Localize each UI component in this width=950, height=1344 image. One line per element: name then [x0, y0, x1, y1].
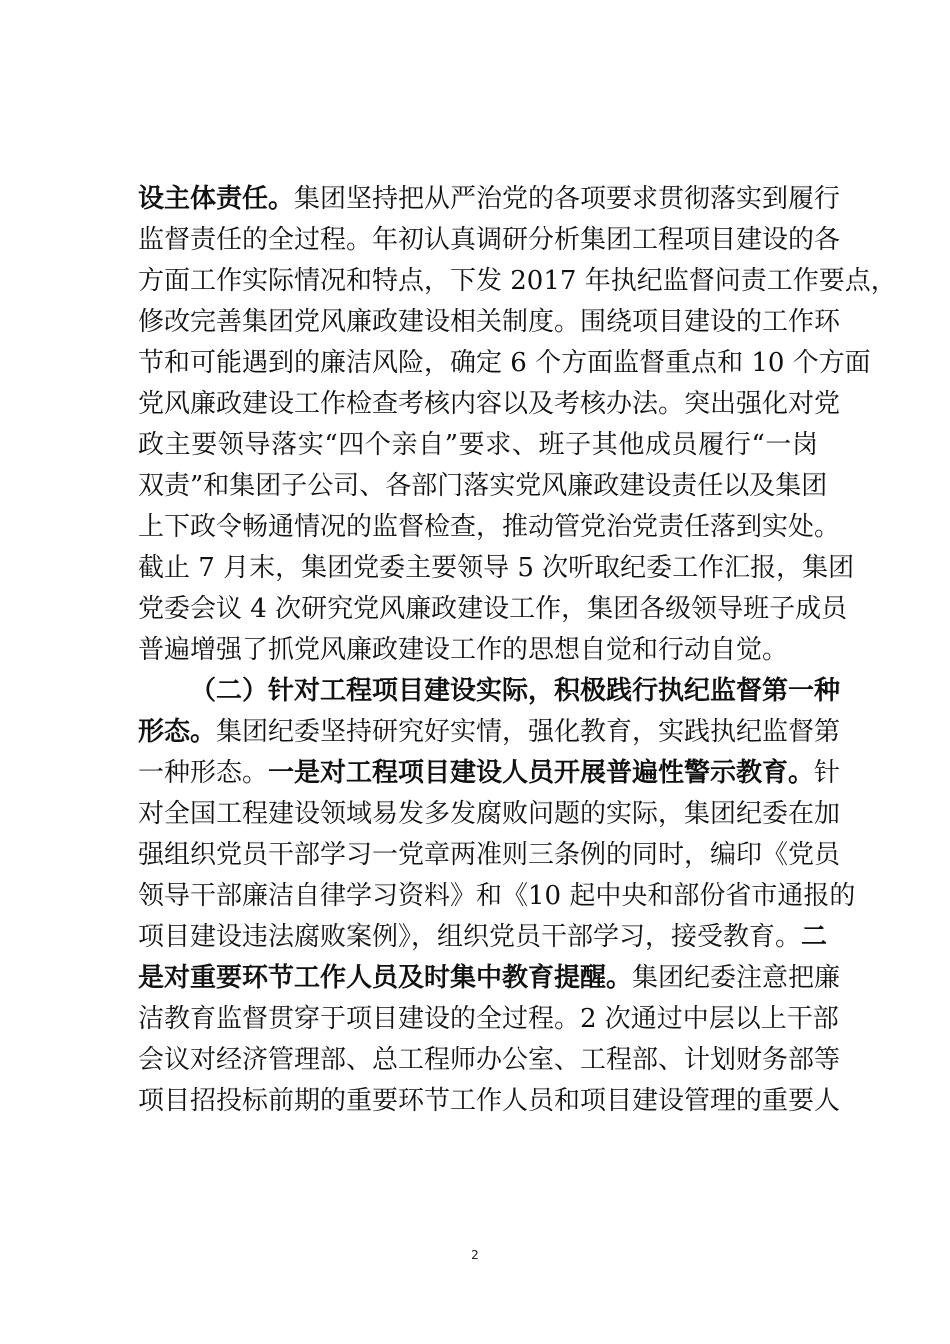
text-segment: 一种形态。	[138, 758, 269, 788]
text-segment: 政主要领导落实“四个亲自”要求、班子其他成员履行“一岗	[138, 430, 818, 460]
text-line	[138, 1081, 841, 1122]
text-line	[138, 876, 856, 917]
text-segment: 项目建设违法腐败案例》，组织党员干部学习，接受教育。	[138, 922, 802, 952]
text-line	[138, 630, 818, 671]
bold-text-segment: 是对重要环节工作人员及时集中教育提醒。	[138, 963, 633, 993]
text-line	[138, 835, 841, 876]
text-segment: 上下政令畅通情况的监督检查，推动管党治党责任落到实处。	[138, 512, 841, 542]
text-segment: 对全国工程建设领域易发多发腐败问题的实际，集团纪委在加	[138, 799, 841, 829]
text-line	[138, 302, 841, 343]
text-segment: 节和可能遇到的廉洁风险，确定 6 个方面监督重点和 10 个方面	[138, 348, 871, 378]
bold-text-segment: 设主体责任。	[138, 184, 295, 214]
text-line	[138, 753, 841, 794]
text-line	[138, 425, 818, 466]
text-line	[138, 999, 839, 1040]
text-segment: 强组织党员干部学习一党章两准则三条例的同时，编印《党员	[138, 840, 841, 870]
text-segment: 监督责任的全过程。年初认真调研分析集团工程项目建设的各	[138, 225, 841, 255]
text-segment: 修改完善集团党风廉政建设相关制度。围绕项目建设的工作环	[138, 307, 841, 337]
text-segment: 集团纪委坚持研究好实情，强化教育，实践执纪监督第	[216, 717, 841, 747]
text-segment: 领导干部廉洁自律学习资料》和《10 起中央和部份省市通报的	[138, 881, 856, 911]
page-number: 2	[471, 1248, 479, 1262]
text-segment: 针	[814, 758, 841, 788]
text-line	[138, 507, 841, 548]
bold-text-segment: 二	[801, 922, 828, 952]
text-line	[138, 466, 828, 507]
text-line	[138, 548, 855, 589]
text-segment: 双责”和集团子公司、各部门落实党风廉政建设责任以及集团	[138, 471, 828, 501]
text-line	[138, 712, 841, 753]
text-line	[138, 220, 841, 261]
text-segment: 项目招投标前期的重要环节工作人员和项目建设管理的重要人	[138, 1086, 841, 1116]
text-line	[138, 589, 848, 630]
text-segment: 集团纪委注意把廉	[632, 963, 841, 993]
text-line	[138, 179, 841, 220]
text-segment: 集团坚持把从严治党的各项要求贯彻落实到履行	[294, 184, 841, 214]
text-line	[138, 343, 871, 384]
text-line	[138, 794, 841, 835]
text-segment: 党风廉政建设工作检查考核内容以及考核办法。突出强化对党	[138, 389, 841, 419]
bold-text-segment: 形态。	[138, 717, 217, 747]
bold-text-segment: （二）针对工程项目建设实际，积极践行执纪监督第一种	[190, 676, 841, 706]
bold-text-segment: 一是对工程项目建设人员开展普遍性警示教育。	[268, 758, 815, 788]
text-line	[138, 261, 897, 302]
text-line	[138, 671, 841, 712]
text-segment: 普遍增强了抓党风廉政建设工作的思想自觉和行动自觉。	[138, 635, 789, 665]
text-segment: 洁教育监督贯穿于项目建设的全过程。2 次通过中层以上干部	[138, 1004, 839, 1034]
text-segment: 方面工作实际情况和特点，下发 2017 年执纪监督问责工作要点，	[138, 266, 897, 296]
text-segment: 党委会议 4 次研究党风廉政建设工作，集团各级领导班子成员	[138, 594, 848, 624]
text-segment: 会议对经济管理部、总工程师办公室、工程部、计划财务部等	[138, 1045, 841, 1075]
text-line	[138, 384, 841, 425]
text-line	[138, 1040, 841, 1081]
text-segment: 截止 7 月末，集团党委主要领导 5 次听取纪委工作汇报，集团	[138, 553, 855, 583]
body-text	[138, 179, 897, 1122]
text-line	[138, 917, 828, 958]
text-line	[138, 958, 841, 999]
